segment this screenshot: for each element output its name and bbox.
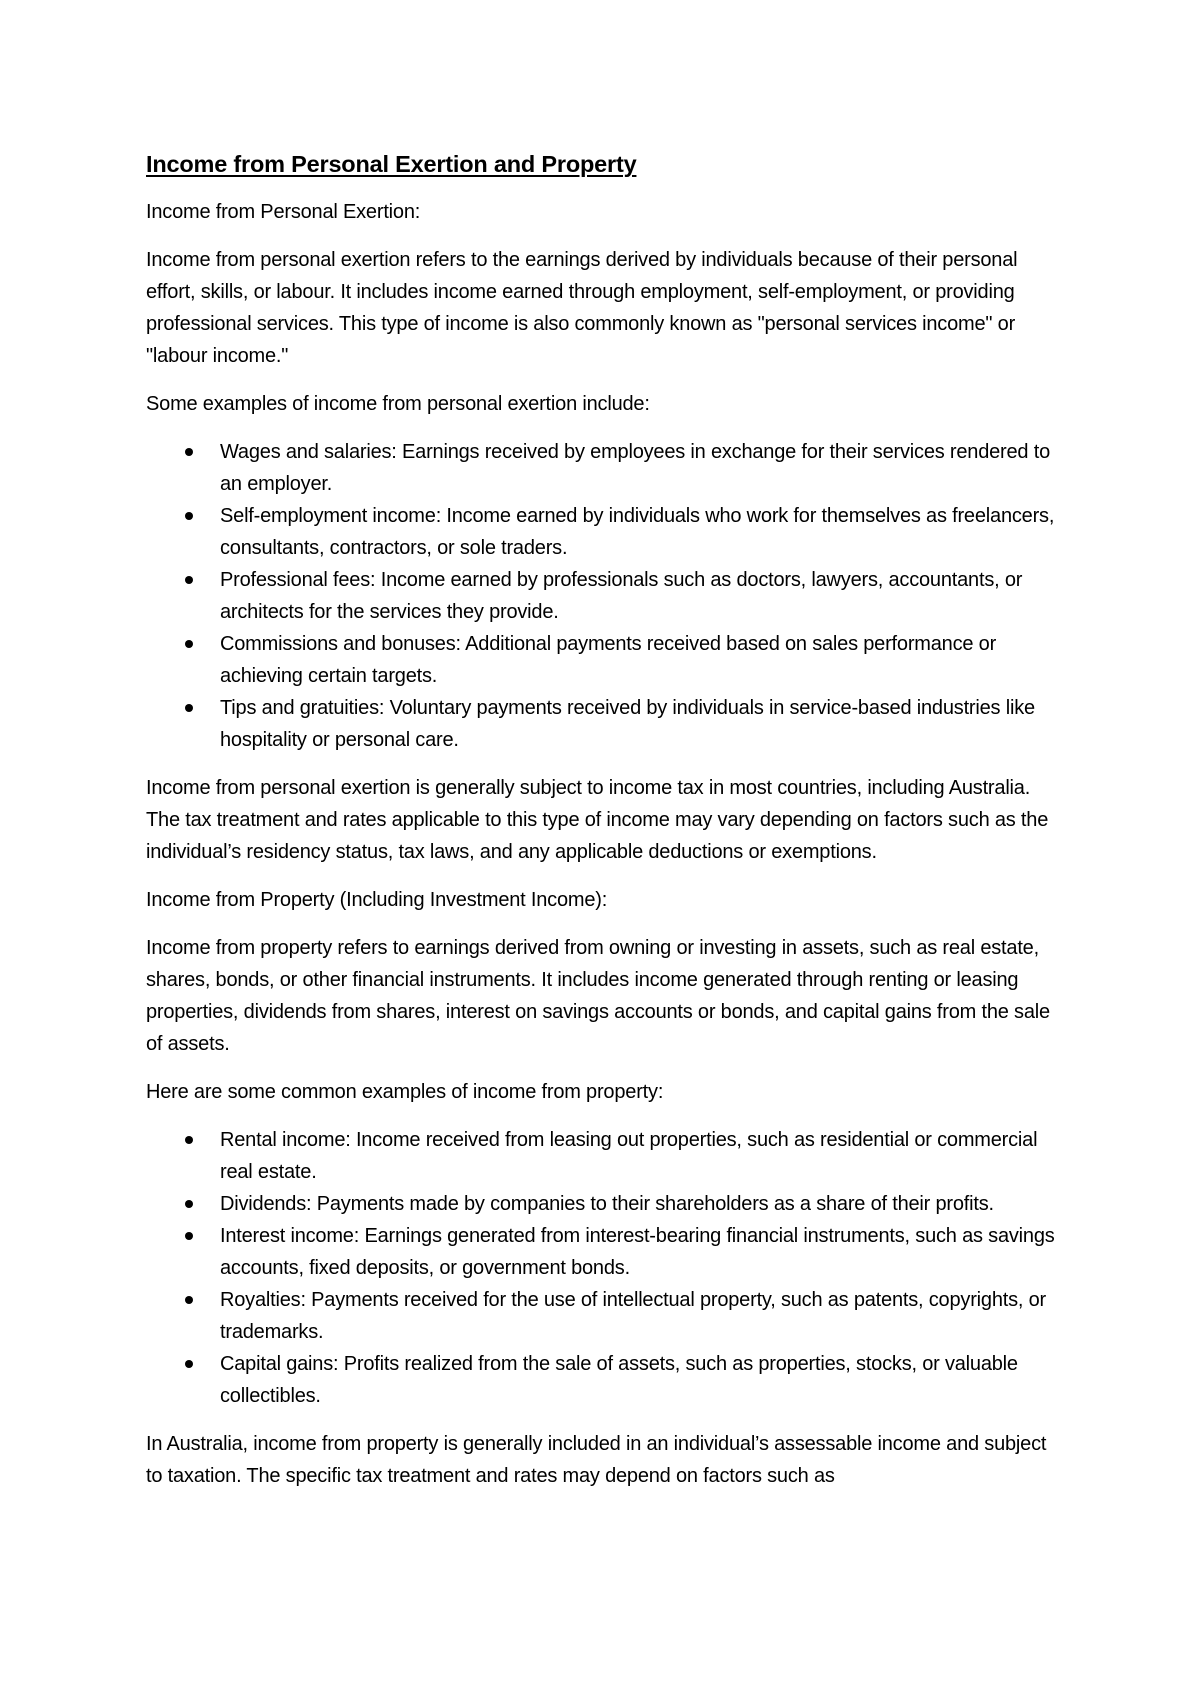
section-heading-property: Income from Property (Including Investment Income):	[146, 889, 608, 911]
bullet-icon	[185, 1360, 193, 1368]
list-item-text: Wages and salaries: Earnings received by employees in exchange for their services rendered to an employer.	[220, 441, 1050, 495]
list-item	[146, 1188, 1066, 1220]
list-item	[146, 692, 1066, 756]
bullet-icon	[185, 512, 193, 520]
personal-exertion-examples-list	[146, 436, 1066, 756]
list-item	[146, 564, 1066, 628]
document-page	[146, 148, 1066, 1508]
paragraph-personal-tax-note: Income from personal exertion is generally subject to income tax in most countries, including Australia. The tax treatment and rates applicable to this type of income may vary depending on factors such as the individual’s residency status, tax laws, and any applicable deductions or exemptions.	[146, 777, 1049, 863]
list-item-text: Dividends: Payments made by companies to their shareholders as a share of their profits.	[220, 1193, 994, 1215]
bullet-icon	[185, 640, 193, 648]
list-item-text: Tips and gratuities: Voluntary payments received by individuals in service-based industries like hospitality or personal care.	[220, 697, 1035, 751]
bullet-icon	[185, 1136, 193, 1144]
list-item-text: Commissions and bonuses: Additional payments received based on sales performance or achieving certain targets.	[220, 633, 997, 687]
bullet-icon	[185, 1296, 193, 1304]
list-item	[146, 628, 1066, 692]
list-item	[146, 500, 1066, 564]
paragraph-personal-examples-lead: Some examples of income from personal exertion include:	[146, 393, 650, 415]
property-examples-list	[146, 1124, 1066, 1412]
bullet-icon	[185, 1232, 193, 1240]
bullet-icon	[185, 704, 193, 712]
bullet-icon	[185, 576, 193, 584]
paragraph-personal-exertion-intro: Income from personal exertion refers to the earnings derived by individuals because of their personal effort, skills, or labour. It includes income earned through employment, self-employment, or providing professional services. This type of income is also commonly known as "personal services income" or "labour income."	[146, 249, 1018, 367]
paragraph-property-examples-lead: Here are some common examples of income from property:	[146, 1081, 664, 1103]
list-item	[146, 436, 1066, 500]
list-item	[146, 1284, 1066, 1348]
section-heading-personal-exertion: Income from Personal Exertion:	[146, 201, 421, 223]
bullet-icon	[185, 448, 193, 456]
list-item	[146, 1348, 1066, 1412]
page-title: Income from Personal Exertion and Property	[146, 151, 637, 177]
list-item	[146, 1124, 1066, 1188]
paragraph-property-intro: Income from property refers to earnings derived from owning or investing in assets, such as real estate, shares, bonds, or other financial instruments. It includes income generated through renting or leasing properties, dividends from shares, interest on savings accounts or bonds, and capital gains from the sale of assets.	[146, 937, 1050, 1055]
list-item-text: Royalties: Payments received for the use of intellectual property, such as patents, copyrights, or trademarks.	[220, 1289, 1047, 1343]
list-item-text: Professional fees: Income earned by professionals such as doctors, lawyers, accountants, or architects for the services they provide.	[220, 569, 1023, 623]
list-item-text: Capital gains: Profits realized from the sale of assets, such as properties, stocks, or valuable collectibles.	[220, 1353, 1018, 1407]
list-item	[146, 1220, 1066, 1284]
list-item-text: Rental income: Income received from leasing out properties, such as residential or commercial real estate.	[220, 1129, 1038, 1183]
list-item-text: Self-employment income: Income earned by individuals who work for themselves as freelancers, consultants, contractors, or sole traders.	[220, 505, 1055, 559]
paragraph-property-tax-note: In Australia, income from property is generally included in an individual’s assessable income and subject to taxation. The specific tax treatment and rates may depend on factors such as	[146, 1433, 1047, 1487]
list-item-text: Interest income: Earnings generated from interest-bearing financial instruments, such as savings accounts, fixed deposits, or government bonds.	[220, 1225, 1055, 1279]
bullet-icon	[185, 1200, 193, 1208]
